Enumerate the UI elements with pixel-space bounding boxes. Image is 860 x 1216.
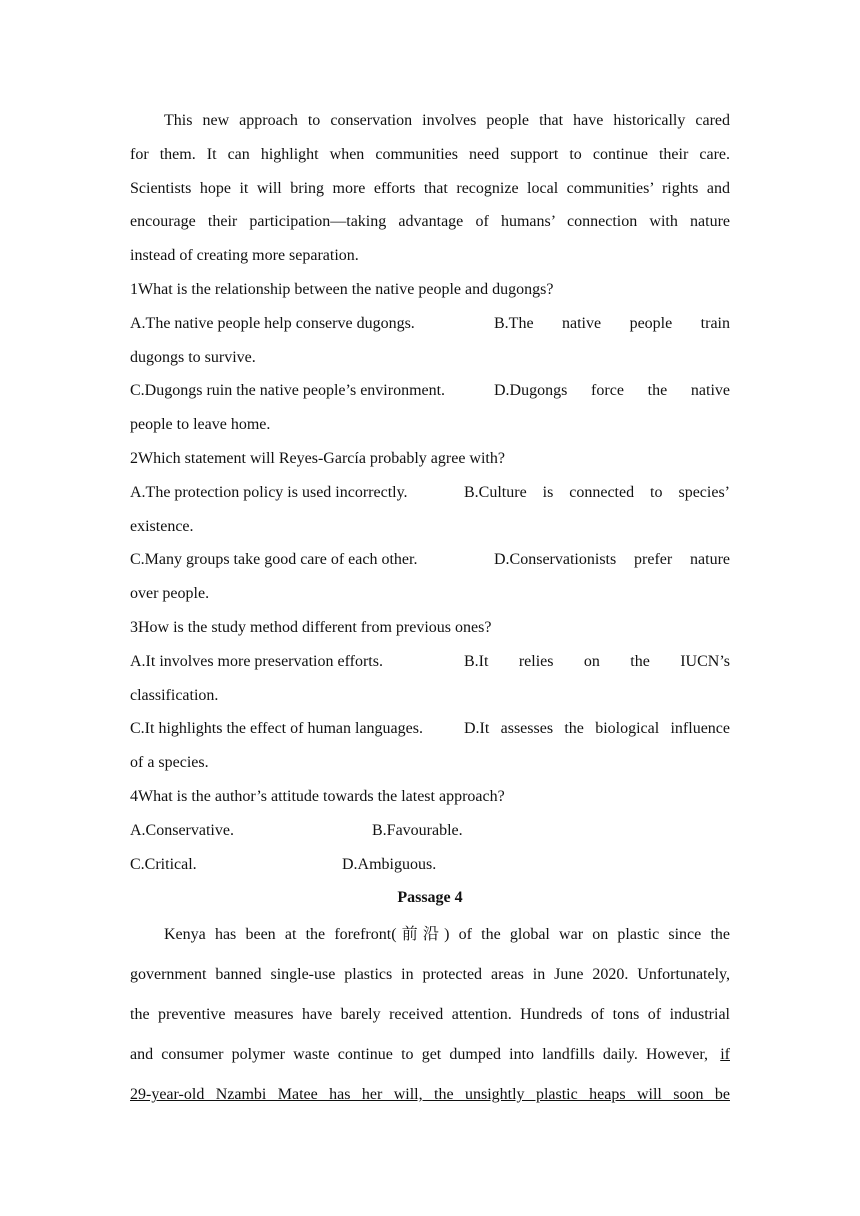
passage4-paragraph: [130, 915, 730, 1115]
option-b: B.It relies on the IUCN’s: [464, 652, 730, 670]
question-stem: 2Which statement will Reyes-García probably agree with?: [130, 449, 505, 467]
option-row: [130, 645, 730, 679]
option-row: [130, 848, 730, 882]
option-d: D.Ambiguous.: [342, 855, 437, 873]
underlined-line: 29-year-old Nzambi Matee has her will, the unsightly plastic heaps will soon be: [130, 1086, 730, 1104]
option-c: C.It highlights the effect of human languages.: [130, 720, 423, 738]
passage3-paragraph: [130, 104, 730, 273]
question-stem: 4What is the author’s attitude towards the latest approach?: [130, 787, 505, 805]
para-line: government banned single-use plastics in protected areas in June 2020. Unfortunately,: [130, 966, 730, 984]
option-d-continued: over people.: [130, 585, 210, 603]
option-d-continued: of a species.: [130, 754, 209, 772]
question-4: [130, 780, 730, 881]
para-line: instead of creating more separation.: [130, 247, 359, 265]
option-row: [130, 374, 730, 408]
para-line: Scientists hope it will bring more efforts that recognize local communities’ rights and: [130, 179, 730, 197]
option-b: B.Culture is connected to species’: [464, 483, 730, 501]
option-d: D.Conservationists prefer nature: [494, 551, 730, 569]
para-line: This new approach to conservation involves people that have historically cared: [164, 112, 730, 129]
option-a: A.It involves more preservation efforts.: [130, 652, 383, 670]
option-row: [130, 712, 730, 746]
option-b-continued: classification.: [130, 686, 219, 704]
underlined-text: if: [720, 1046, 730, 1064]
para-line: encourage their participation—taking advantage of humans’ connection with nature: [130, 213, 730, 231]
option-a: A.The protection policy is used incorrectly.: [130, 483, 408, 501]
option-row: [130, 476, 730, 510]
question-3: [130, 611, 730, 780]
question-2: [130, 442, 730, 611]
para-line: [130, 1035, 730, 1075]
para-line-text: and consumer polymer waste continue to get dumped into landfills daily. However,: [130, 1046, 708, 1064]
option-d: D.It assesses the biological influence: [464, 720, 730, 738]
question-stem: 3How is the study method different from previous ones?: [130, 618, 492, 636]
option-c: C.Many groups take good care of each other.: [130, 551, 418, 569]
option-b-continued: dugongs to survive.: [130, 348, 256, 366]
para-line: for them. It can highlight when communities need support to continue their care.: [130, 145, 730, 163]
option-row: [130, 307, 730, 341]
question-stem: 1What is the relationship between the native people and dugongs?: [130, 280, 554, 298]
para-line: Kenya has been at the forefront(前沿) of the global war on plastic since the: [164, 926, 730, 944]
option-d-continued: people to leave home.: [130, 416, 271, 434]
option-b-continued: existence.: [130, 517, 194, 535]
option-a: A.Conservative.: [130, 821, 234, 839]
option-row: [130, 543, 730, 577]
question-1: [130, 273, 730, 442]
para-line: the preventive measures have barely received attention. Hundreds of tons of industrial: [130, 1006, 730, 1024]
option-a: A.The native people help conserve dugongs.: [130, 314, 415, 332]
option-row: [130, 814, 730, 848]
option-c: C.Critical.: [130, 855, 197, 873]
document-page: [130, 104, 730, 1115]
option-b: B.The native people train: [494, 314, 730, 332]
option-d: D.Dugongs force the native: [494, 382, 730, 400]
option-c: C.Dugongs ruin the native people’s environment.: [130, 382, 446, 400]
passage-heading: Passage 4: [397, 889, 463, 907]
option-b: B.Favourable.: [372, 821, 463, 839]
